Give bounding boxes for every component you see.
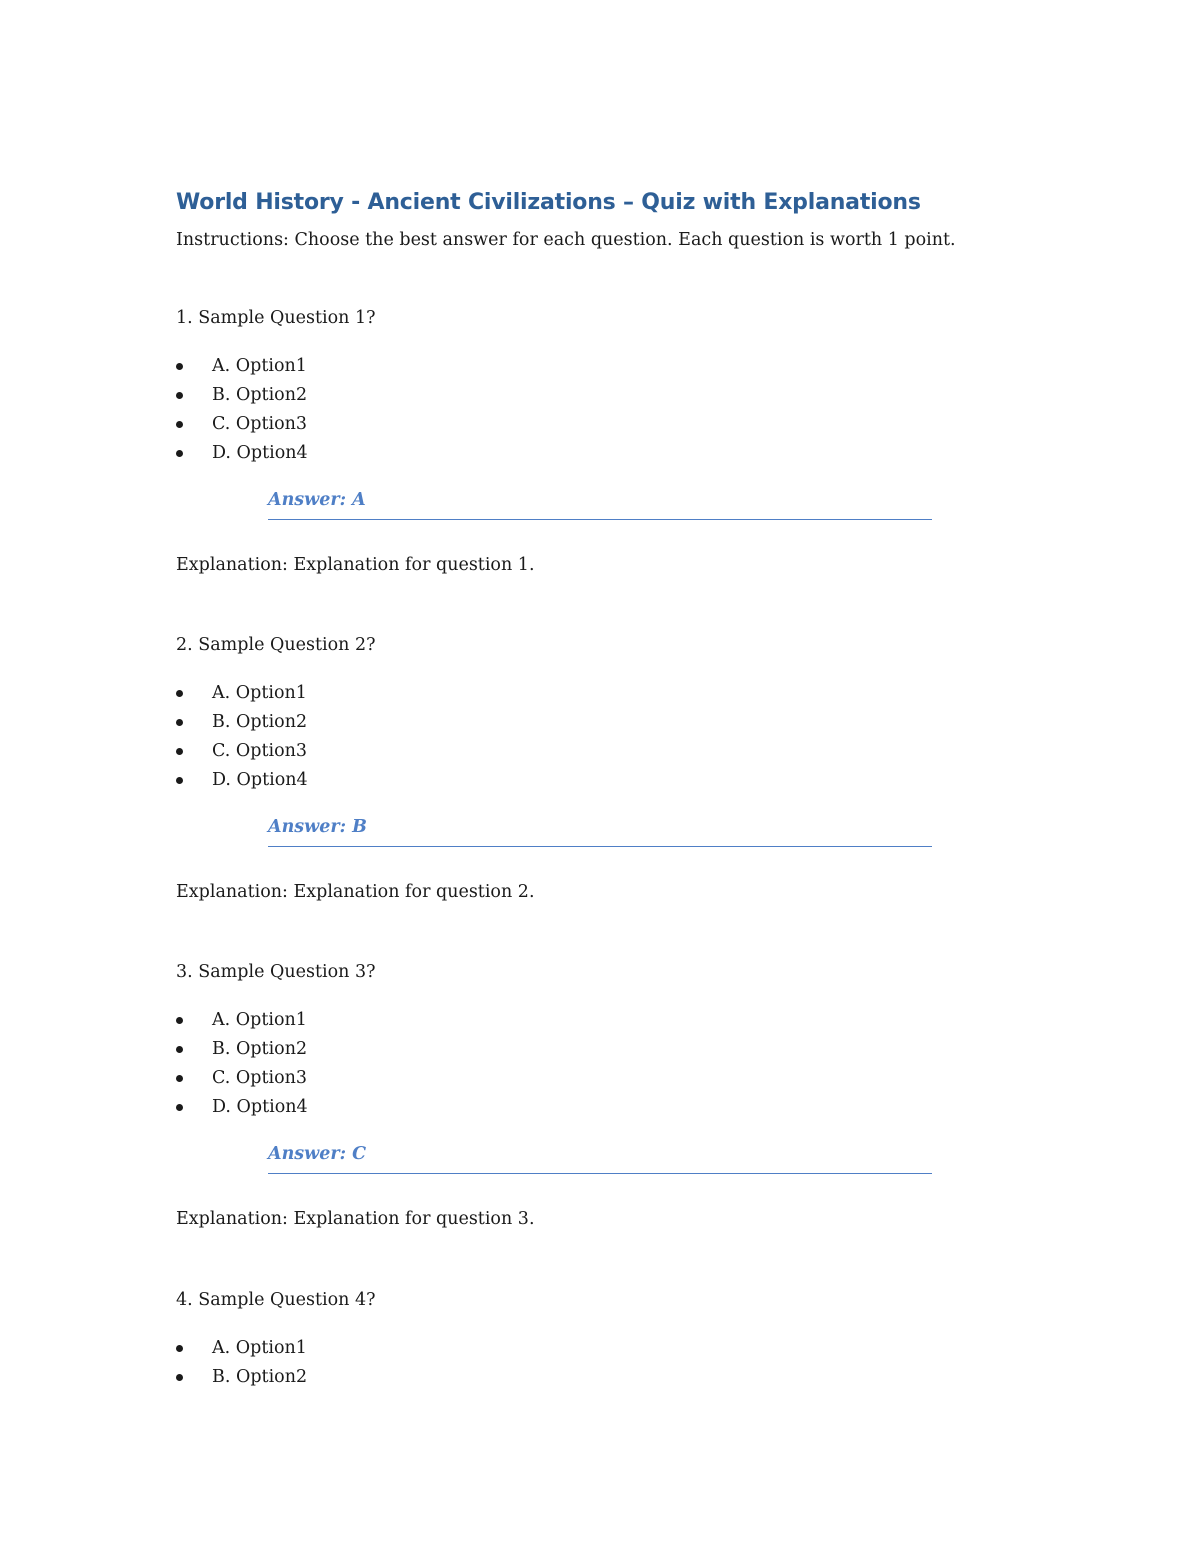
option-item (176, 1009, 956, 1038)
bullet-icon (176, 1345, 183, 1352)
bullet-icon (176, 421, 183, 428)
question-text: 2. Sample Question 2? (176, 635, 376, 655)
explanation-text: Explanation: Explanation for question 2. (176, 882, 535, 902)
answer-key: Answer: C (268, 1143, 932, 1174)
instructions-text: Instructions: Choose the best answer for each question. Each question is worth 1 point. (176, 230, 956, 250)
question-text: 4. Sample Question 4? (176, 1290, 376, 1310)
option-label: D. Option4 (212, 443, 308, 463)
bullet-icon (176, 1046, 183, 1053)
option-label: D. Option4 (212, 1097, 308, 1117)
option-item (176, 384, 956, 413)
option-item (176, 1096, 956, 1125)
question-block (176, 307, 956, 576)
option-item (176, 1067, 956, 1096)
option-label: B. Option2 (212, 712, 308, 732)
option-item (176, 769, 956, 798)
bullet-icon (176, 1075, 183, 1082)
option-item (176, 355, 956, 384)
option-item (176, 1366, 956, 1395)
option-item (176, 442, 956, 471)
option-item (176, 682, 956, 711)
option-label: B. Option2 (212, 385, 308, 405)
bullet-icon (176, 690, 183, 697)
question-text: 3. Sample Question 3? (176, 962, 376, 982)
bullet-icon (176, 1017, 183, 1024)
option-item (176, 711, 956, 740)
option-label: A. Option1 (212, 1010, 307, 1030)
options-list (176, 355, 956, 471)
option-label: C. Option3 (212, 741, 308, 761)
option-label: A. Option1 (212, 356, 307, 376)
answer-key: Answer: A (268, 489, 932, 520)
answer-key: Answer: B (268, 816, 932, 847)
bullet-icon (176, 777, 183, 784)
option-label: D. Option4 (212, 770, 308, 790)
explanation-text: Explanation: Explanation for question 1. (176, 555, 535, 575)
options-list (176, 1337, 956, 1395)
bullet-icon (176, 363, 183, 370)
option-item (176, 413, 956, 442)
option-label: A. Option1 (212, 683, 307, 703)
bullet-icon (176, 719, 183, 726)
option-label: B. Option2 (212, 1039, 308, 1059)
option-item (176, 1337, 956, 1366)
option-item (176, 1038, 956, 1067)
options-list (176, 682, 956, 798)
option-item (176, 740, 956, 769)
option-label: C. Option3 (212, 414, 308, 434)
option-label: B. Option2 (212, 1367, 308, 1387)
question-block (176, 634, 956, 903)
question-block (176, 1289, 956, 1395)
bullet-icon (176, 1104, 183, 1111)
question-text: 1. Sample Question 1? (176, 308, 376, 328)
bullet-icon (176, 392, 183, 399)
option-label: A. Option1 (212, 1338, 307, 1358)
bullet-icon (176, 450, 183, 457)
bullet-icon (176, 748, 183, 755)
question-block (176, 961, 956, 1230)
options-list (176, 1009, 956, 1125)
document-title: World History - Ancient Civilizations – Quiz with Explanations (176, 190, 921, 215)
option-label: C. Option3 (212, 1068, 308, 1088)
explanation-text: Explanation: Explanation for question 3. (176, 1209, 535, 1229)
bullet-icon (176, 1374, 183, 1381)
